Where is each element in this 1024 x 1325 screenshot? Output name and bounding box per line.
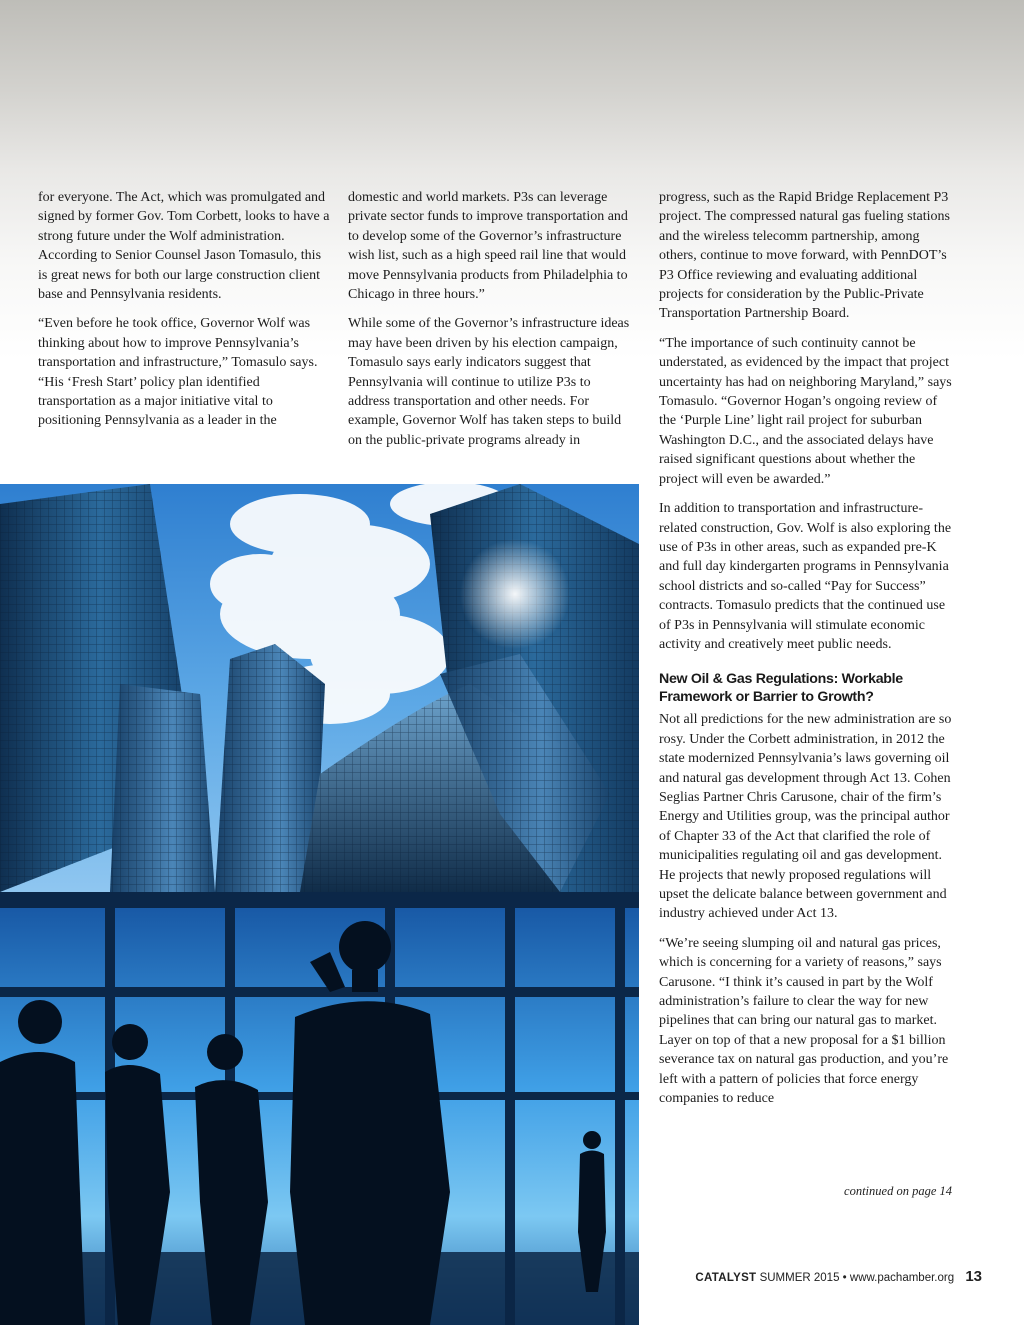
continued-note: continued on page 14 (844, 1184, 952, 1198)
paragraph: domestic and world markets. P3s can leverage private sector funds to improve transportation and to develop some of the Governor’s infrastructure wish list, such as a high speed rail line that would move Pennsylvania products from Philadelphia to Chicago in three hours.” (348, 190, 628, 303)
magazine-name: CATALYST (695, 1272, 757, 1284)
paragraph: Not all predictions for the new administration are so rosy. Under the Corbett administration, in 2012 the state modernized Pennsylvania’s laws governing oil and natural gas development through Act 13. Cohen Seglias Partner Chris Carusone, chair of the firm’s Energy and Utilities group, was the principal author of Chapter 33 of the Act that clarified the role of municipalities regulating oil and gas development. He projects that newly proposed regulations will upset the delicate balance between government and industry achieved under Act 13. (659, 712, 952, 922)
page-footer (695, 1268, 982, 1285)
page-number: 13 (965, 1268, 982, 1285)
paragraph: “Even before he took office, Governor Wolf was thinking about how to improve Pennsylvania’s transportation and infrastructure,” Tomasulo says. “His ‘Fresh Start’ policy plan identified transportation as a major initiative vital to positioning Pennsylvania as a leader in the (38, 316, 318, 429)
text-column-1 (38, 188, 330, 441)
issue-label: SUMMER 2015 (759, 1272, 840, 1284)
footer-bullet: • (842, 1272, 847, 1284)
text-column-2 (348, 188, 636, 460)
paragraph: for everyone. The Act, which was promulgated and signed by former Gov. Tom Corbett, looks to have a strong future under the Wolf administration. According to Senior Counsel Jason Tomasulo, this is great news for both our large construction client base and Pennsylvania residents. (38, 190, 330, 303)
paragraph: progress, such as the Rapid Bridge Replacement P3 project. The compressed natural gas fueling stations and the wireless telecomm partnership, among others, continue to move forward, with PennDOT’s P3 Office reviewing and evaluating additional projects for consideration by the Public-Private Transportation Partnership Board. (659, 190, 950, 322)
paragraph: While some of the Governor’s infrastructure ideas may have been driven by his election campaign, Tomasulo says early indicators suggest that Pennsylvania will continue to utilize P3s to address transportation and other needs. For example, Governor Wolf has taken steps to build on the public-private programs already in (348, 316, 630, 448)
paragraph: “We’re seeing slumping oil and natural gas prices, which is concerning for a variety of reasons,” says Carusone. “I think it’s caused in part by the Wolf administration’s failure to clear the way for new pipelines that can bring our natural gas to market. Layer on top of that a new proposal for a $1 billion severance tax on natural gas production, and you’re left with a pattern of policies that force energy companies to reduce (659, 935, 949, 1107)
website-link[interactable]: www.pachamber.org (849, 1272, 955, 1284)
office-silhouettes-photo (0, 892, 639, 1325)
paragraph: In addition to transportation and infrastructure-related construction, Gov. Wolf is also exploring the use of P3s in other areas, such as expanded pre-K and full day kindergarten programs in Pennsylvania school districts and so-called “Pay for Success” contracts. Tomasulo predicts that the continued use of P3s in Pennsylvania will stimulate economic activity and creatively meet public needs. (659, 501, 952, 652)
paragraph: “The importance of such continuity cannot be understated, as evidenced by the impact that project uncertainty has had on neighboring Maryland,” says Tomasulo. “Governor Hogan’s ongoing review of the ‘Purple Line’ light rail project for suburban Washington D.C., and the associated delays have raised significant questions about whether the project will even be awarded.” (659, 335, 952, 487)
skyscrapers-photo (0, 484, 639, 892)
text-column-3 (659, 188, 953, 1118)
section-subheading: New Oil & Gas Regulations: Workable Framework or Barrier to Growth? (659, 671, 903, 706)
